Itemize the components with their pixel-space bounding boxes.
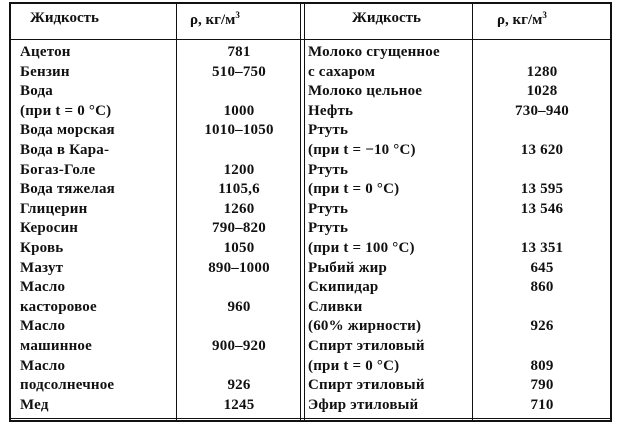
density-value: 790–820 — [212, 220, 266, 237]
divider-center — [300, 2, 301, 422]
liquid-name: Масло — [20, 279, 66, 296]
header-right-name: Жидкость — [352, 10, 421, 26]
density-value: 645 — [530, 259, 554, 276]
density-value: 890–1000 — [208, 259, 270, 276]
liquid-name: Ацетон — [20, 44, 71, 60]
liquid-name: Ртуть — [308, 122, 349, 139]
density-value: 790 — [530, 377, 554, 394]
liquid-name: Кровь — [20, 240, 64, 256]
liquid-name: Ртуть — [308, 200, 349, 217]
header-right-unit-power: 3 — [542, 10, 547, 20]
density-value: 926 — [530, 318, 554, 335]
density-value: 1245 — [223, 396, 255, 413]
liquid-name: Рыбий жир — [308, 259, 388, 276]
liquid-name: Керосин — [20, 220, 79, 237]
density-value: 13 620 — [520, 142, 564, 158]
liquid-name: машинное — [20, 338, 92, 354]
liquid-name: касторовое — [20, 298, 97, 315]
density-value: 900–920 — [212, 338, 266, 354]
divider-left-values — [176, 2, 177, 422]
density-value: 926 — [227, 377, 251, 394]
liquid-name: Масло — [20, 318, 66, 335]
liquid-name: (при t = 100 °С) — [308, 240, 415, 256]
liquid-name: Молоко сгущенное — [308, 44, 440, 60]
density-value: 1010–1050 — [204, 122, 274, 139]
density-value: 510–750 — [212, 63, 266, 80]
density-value: 1050 — [223, 240, 255, 256]
density-value: 710 — [530, 396, 554, 413]
density-value: 1000 — [223, 102, 255, 119]
liquid-name: (при t = 0 °С) — [308, 357, 400, 374]
density-value: 1028 — [526, 83, 558, 100]
density-value: 781 — [227, 44, 251, 60]
liquid-name: Глицерин — [20, 200, 88, 217]
density-value: 1280 — [526, 63, 558, 80]
density-value: 960 — [227, 298, 251, 315]
liquid-name: Вода в Кара- — [20, 142, 110, 158]
liquid-name: Мед — [20, 396, 49, 413]
liquid-name: (при t = 0 °С) — [308, 181, 400, 198]
liquid-name: с сахаром — [308, 63, 376, 80]
density-value: 860 — [530, 279, 554, 296]
liquid-name: (при t = 0 °С) — [20, 102, 112, 119]
liquid-name: Нефть — [308, 102, 354, 119]
liquid-name: подсолнечное — [20, 377, 115, 394]
liquid-name: Вода морская — [20, 122, 115, 139]
liquid-name: Бензин — [20, 63, 70, 80]
liquid-name: Масло — [20, 357, 66, 374]
density-value: 809 — [530, 357, 554, 374]
liquid-name: Богаз-Голе — [20, 161, 96, 178]
liquid-name: Сливки — [308, 298, 363, 315]
density-value: 1260 — [223, 200, 255, 217]
divider-center-second — [304, 2, 305, 422]
liquid-name: Вода тяжелая — [20, 181, 115, 198]
header-left-density-text: ρ, кг/м — [190, 12, 236, 28]
liquid-name: Эфир этиловый — [308, 396, 419, 413]
liquid-name: Мазут — [20, 259, 64, 276]
bottom-divider — [9, 418, 612, 419]
header-left-unit-power: 3 — [235, 10, 240, 20]
liquid-name: (60% жирности) — [308, 318, 422, 335]
header-right-density — [497, 10, 547, 29]
liquid-name: Спирт этиловый — [308, 377, 425, 394]
density-value: 1105,6 — [218, 181, 260, 198]
liquid-name: Молоко цельное — [308, 83, 423, 100]
liquid-name: Ртуть — [308, 161, 349, 178]
header-right-density-text: ρ, кг/м — [497, 12, 543, 28]
density-value: 13 546 — [520, 200, 564, 217]
header-left-density — [190, 10, 240, 29]
density-value: 730–940 — [515, 102, 569, 119]
liquid-name: Спирт этиловый — [308, 338, 425, 354]
liquid-name: Скипидар — [308, 279, 379, 296]
density-value: 1200 — [223, 161, 255, 178]
liquid-name: (при t = −10 °С) — [308, 142, 416, 158]
liquid-name: Вода — [20, 83, 53, 100]
density-value: 13 595 — [520, 181, 564, 198]
density-value: 13 351 — [520, 240, 564, 256]
header-divider — [9, 39, 612, 40]
header-left-name: Жидкость — [30, 10, 99, 26]
liquid-name: Ртуть — [308, 220, 349, 237]
divider-right-values — [472, 2, 473, 422]
